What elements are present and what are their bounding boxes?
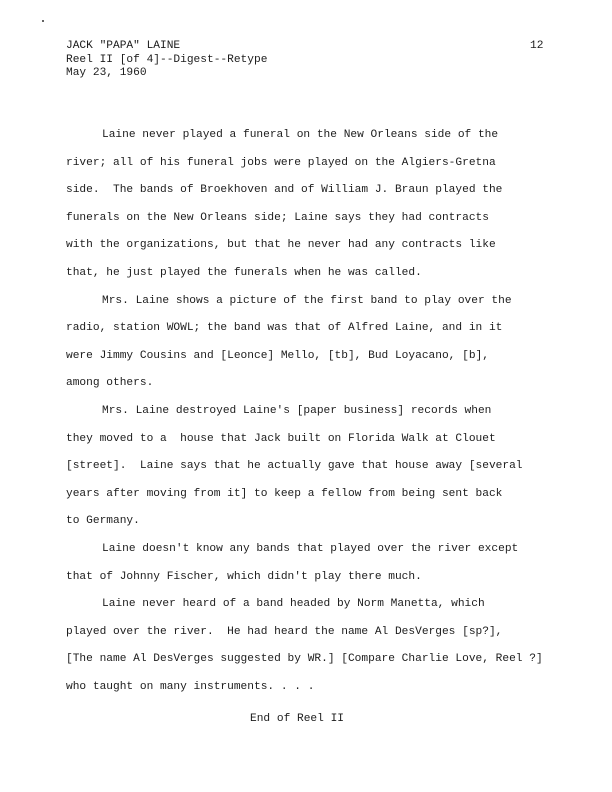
end-of-reel: End of Reel II	[250, 713, 344, 725]
paragraph-funerals	[66, 122, 562, 288]
text-line: side. The bands of Broekhoven and of William J. Braun played the	[66, 184, 503, 197]
paragraph-radio-band	[66, 288, 562, 398]
page-number: 12	[530, 40, 544, 52]
text-line: were Jimmy Cousins and [Leonce] Mello, [tb], Bud Loyacano, [b],	[66, 349, 489, 362]
text-line: that, he just played the funerals when he was called.	[66, 266, 422, 279]
text-line: played over the river. He had heard the name Al DesVerges [sp?],	[66, 625, 503, 638]
scan-speck	[42, 20, 44, 22]
text-line: Mrs. Laine shows a picture of the first band to play over the	[102, 294, 512, 307]
header-reel-info: Reel II [of 4]--Digest--Retype	[66, 53, 268, 66]
text-line: Laine never played a funeral on the New Orleans side of the	[102, 129, 499, 141]
text-line: [The name Al DesVerges suggested by WR.] [Compare Charlie Love, Reel ?]	[66, 653, 543, 666]
header-date: May 23, 1960	[66, 67, 147, 80]
header-title: JACK "PAPA" LAINE	[66, 40, 181, 52]
paragraph-river-bands	[66, 536, 562, 591]
text-line: they moved to a house that Jack built on Florida Walk at Clouet	[66, 432, 496, 445]
paragraph-records	[66, 398, 562, 536]
text-line: years after moving from it] to keep a fellow from being sent back	[66, 487, 503, 500]
text-line: Laine doesn't know any bands that played over the river except	[102, 542, 519, 555]
text-line: among others.	[66, 377, 154, 390]
text-line: that of Johnny Fischer, which didn't play there much.	[66, 570, 422, 583]
text-line: funerals on the New Orleans side; Laine says they had contracts	[66, 211, 489, 224]
text-line: [street]. Laine says that he actually gave that house away [several	[66, 460, 523, 473]
document-body	[66, 122, 562, 701]
text-line: Laine never heard of a band headed by Norm Manetta, which	[102, 598, 485, 611]
text-line: radio, station WOWL; the band was that of Alfred Laine, and in it	[66, 322, 503, 335]
text-line: to Germany.	[66, 515, 140, 528]
text-line: who taught on many instruments. . . .	[66, 680, 315, 693]
paragraph-manetta	[66, 591, 562, 701]
document-header	[66, 40, 556, 81]
text-line: river; all of his funeral jobs were played on the Algiers-Gretna	[66, 156, 496, 169]
text-line: Mrs. Laine destroyed Laine's [paper business] records when	[102, 404, 492, 417]
text-line: with the organizations, but that he never had any contracts like	[66, 239, 496, 252]
